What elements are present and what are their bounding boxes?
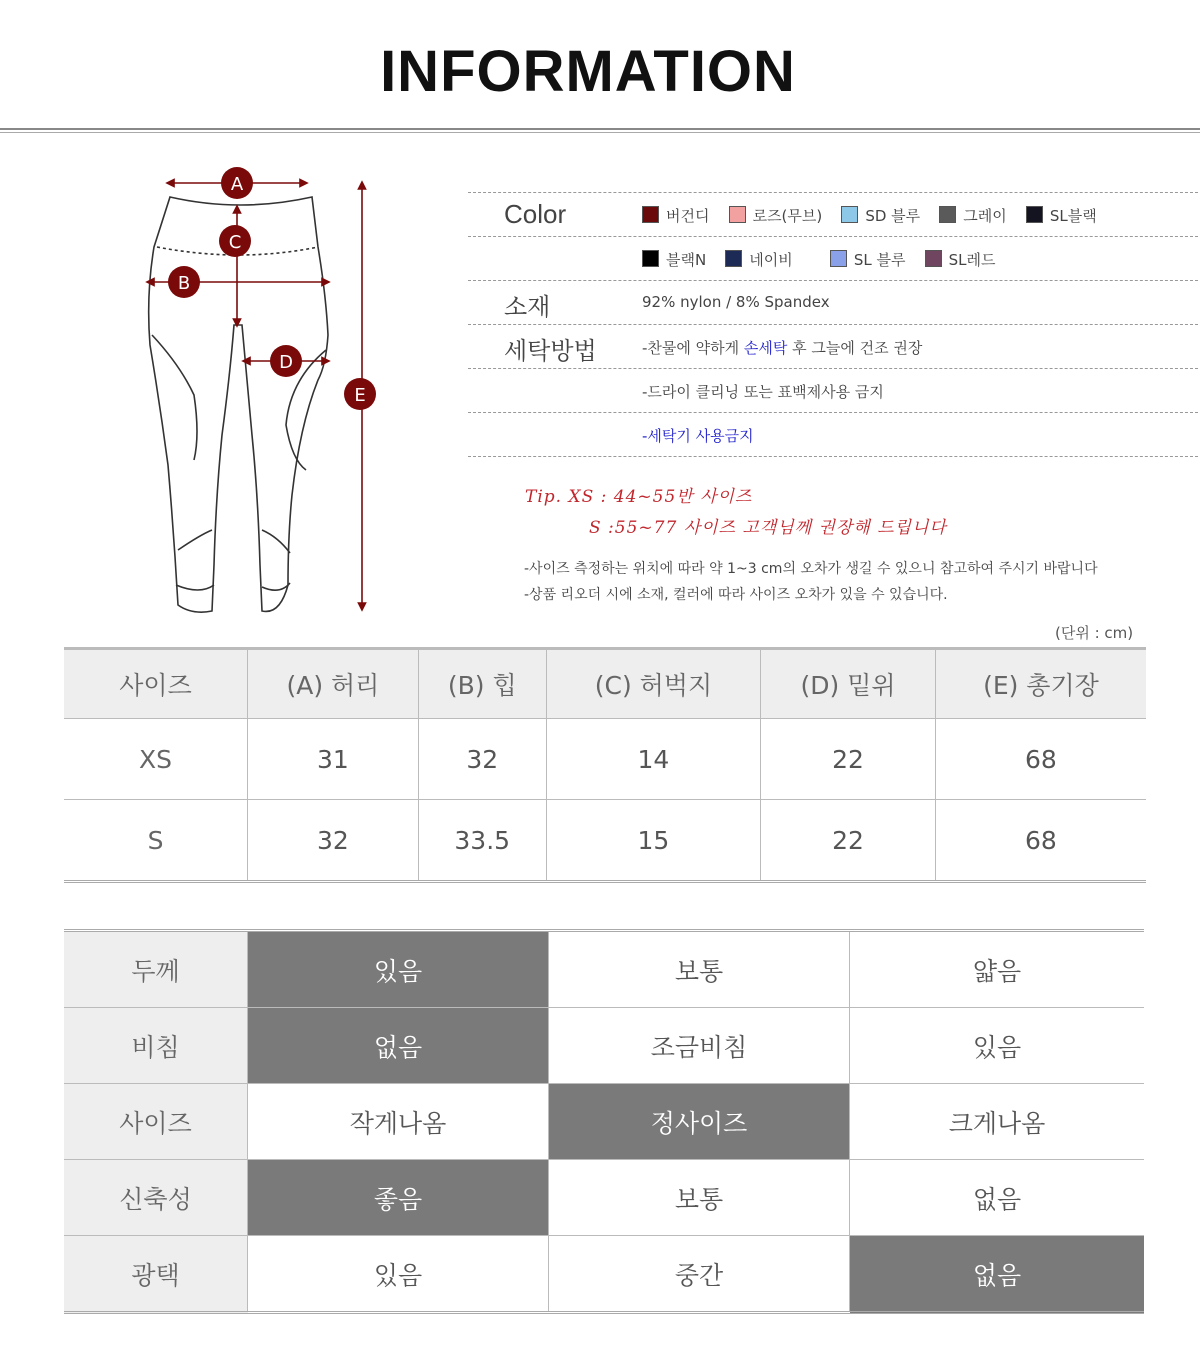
swatch-box xyxy=(725,250,742,267)
header-cell: (D) 밑위 xyxy=(761,649,936,719)
feature-option: 조금비침 xyxy=(549,1008,850,1084)
swatch-box xyxy=(841,206,858,223)
measure-arrows xyxy=(150,183,362,607)
table-cell: 15 xyxy=(546,800,761,882)
header-cell: (B) 힙 xyxy=(418,649,546,719)
color-row-2 xyxy=(468,236,1198,280)
tip-line-1: Tip. XS : 44~55반 사이즈 xyxy=(525,487,753,507)
color-swatches-2 xyxy=(642,249,1009,270)
color-label: Color xyxy=(504,199,567,229)
wash-highlight: 손세탁 xyxy=(743,339,788,357)
feature-label: 두께 xyxy=(64,931,248,1008)
feature-option: 크게나옴 xyxy=(850,1084,1145,1160)
washing-label: 세탁방법 xyxy=(504,337,597,365)
feature-row xyxy=(64,931,1144,1008)
size-notes xyxy=(524,556,1098,608)
size-tip xyxy=(525,482,947,538)
feature-label: 신축성 xyxy=(64,1160,248,1236)
page-title: INFORMATION xyxy=(380,39,796,104)
note-item: -상품 리오더 시에 소재, 컬러에 따라 사이즈 오차가 있을 수 있습니다. xyxy=(524,587,948,603)
swatch-label: 네이비 xyxy=(749,251,793,269)
table-cell: 22 xyxy=(761,800,936,882)
size-table-header xyxy=(64,649,1146,719)
swatch-label: 블랙N xyxy=(666,251,707,269)
marker-c-label: C xyxy=(228,232,242,253)
feature-option: 작게나옴 xyxy=(248,1084,549,1160)
washing-row-3 xyxy=(468,412,1198,457)
washing-value-1 xyxy=(642,337,922,358)
unit-label: (단위 : cm) xyxy=(1055,624,1134,642)
marker-e-label: E xyxy=(354,385,366,406)
swatch-label: 로즈(무브) xyxy=(752,207,823,225)
feature-option: 중간 xyxy=(549,1236,850,1313)
washing-row-2 xyxy=(468,368,1198,412)
marker-b xyxy=(168,266,200,298)
color-swatch xyxy=(830,249,906,270)
swatch-label: SD 블루 xyxy=(865,207,921,225)
wash-text: 후 그늘에 건조 권장 xyxy=(787,339,923,357)
marker-d-label: D xyxy=(279,352,293,373)
color-swatch xyxy=(725,249,792,270)
title-divider xyxy=(0,128,1200,130)
swatch-box xyxy=(642,250,659,267)
marker-b-label: B xyxy=(177,273,191,294)
feature-row xyxy=(64,1084,1144,1160)
washing-value-2: -드라이 클리닝 또는 표백제사용 금지 xyxy=(642,383,884,401)
swatch-label: 그레이 xyxy=(963,207,1007,225)
swatch-label: SL 블루 xyxy=(853,251,906,269)
header-cell: (C) 허벅지 xyxy=(546,649,761,719)
swatch-box xyxy=(830,250,847,267)
feature-row xyxy=(64,1236,1144,1313)
header-cell: 사이즈 xyxy=(64,649,248,719)
swatch-box xyxy=(729,206,746,223)
marker-d xyxy=(270,345,302,377)
color-swatch xyxy=(841,205,920,226)
size-table xyxy=(64,647,1146,883)
wash-text: -찬물에 약하게 xyxy=(642,339,744,357)
feature-label: 사이즈 xyxy=(64,1084,248,1160)
color-swatch xyxy=(1026,205,1097,226)
feature-row xyxy=(64,1160,1144,1236)
feature-option: 없음 xyxy=(248,1008,549,1084)
table-cell: 68 xyxy=(935,800,1146,882)
feature-option: 좋음 xyxy=(248,1160,549,1236)
feature-option: 보통 xyxy=(549,931,850,1008)
feature-row xyxy=(64,1008,1144,1084)
note-item: -사이즈 측정하는 위치에 따라 약 1~3 cm의 오차가 생길 수 있으니 참고하여 주시기 바랍니다 xyxy=(524,561,1098,577)
header-cell: (A) 허리 xyxy=(248,649,419,719)
table-row xyxy=(64,719,1146,800)
feature-option: 있음 xyxy=(850,1008,1145,1084)
table-cell: XS xyxy=(64,719,248,800)
feature-option: 없음 xyxy=(850,1160,1145,1236)
color-swatch xyxy=(642,249,706,270)
washing-value-3 xyxy=(642,425,754,446)
washing-row-1 xyxy=(468,324,1198,368)
feature-option: 얇음 xyxy=(850,931,1145,1008)
swatch-box xyxy=(925,250,942,267)
marker-e xyxy=(344,378,376,410)
table-row xyxy=(64,800,1146,882)
swatch-label: SL블랙 xyxy=(1049,207,1097,225)
table-cell: 31 xyxy=(248,719,419,800)
swatch-label: SL레드 xyxy=(948,251,996,269)
material-row xyxy=(468,280,1198,324)
feature-option: 없음 xyxy=(850,1236,1145,1313)
color-swatch xyxy=(729,205,823,226)
color-swatch xyxy=(642,205,709,226)
feature-label: 비침 xyxy=(64,1008,248,1084)
tip-line-2: S :55~77 사이즈 고객님께 권장해 드립니다 xyxy=(589,518,947,538)
wash-highlight: 세탁기 사용금지 xyxy=(647,427,754,445)
table-cell: 14 xyxy=(546,719,761,800)
table-cell: 32 xyxy=(418,719,546,800)
marker-a-label: A xyxy=(230,174,244,195)
color-swatches-1 xyxy=(642,205,1111,226)
leggings-diagram xyxy=(130,165,390,625)
feature-option: 있음 xyxy=(248,1236,549,1313)
feature-label: 광택 xyxy=(64,1236,248,1313)
swatch-box xyxy=(1026,206,1043,223)
table-cell: 68 xyxy=(935,719,1146,800)
color-swatch xyxy=(939,205,1006,226)
feature-option: 있음 xyxy=(248,931,549,1008)
color-swatch xyxy=(925,249,996,270)
feature-option: 정사이즈 xyxy=(549,1084,850,1160)
feature-table xyxy=(64,929,1144,1314)
title-divider-thin xyxy=(0,132,1200,133)
wash-text: - xyxy=(642,427,648,445)
product-info xyxy=(468,192,1198,457)
table-cell: S xyxy=(64,800,248,882)
leggings-outline xyxy=(149,197,328,612)
swatch-box xyxy=(642,206,659,223)
swatch-label: 버건디 xyxy=(666,207,710,225)
table-cell: 32 xyxy=(248,800,419,882)
marker-c xyxy=(219,225,251,257)
table-cell: 33.5 xyxy=(418,800,546,882)
color-row xyxy=(468,192,1198,236)
swatch-box xyxy=(939,206,956,223)
header-cell: (E) 총기장 xyxy=(935,649,1146,719)
table-cell: 22 xyxy=(761,719,936,800)
material-label: 소재 xyxy=(504,293,551,321)
material-value: 92% nylon / 8% Spandex xyxy=(642,293,830,311)
marker-a xyxy=(221,167,253,199)
feature-option: 보통 xyxy=(549,1160,850,1236)
